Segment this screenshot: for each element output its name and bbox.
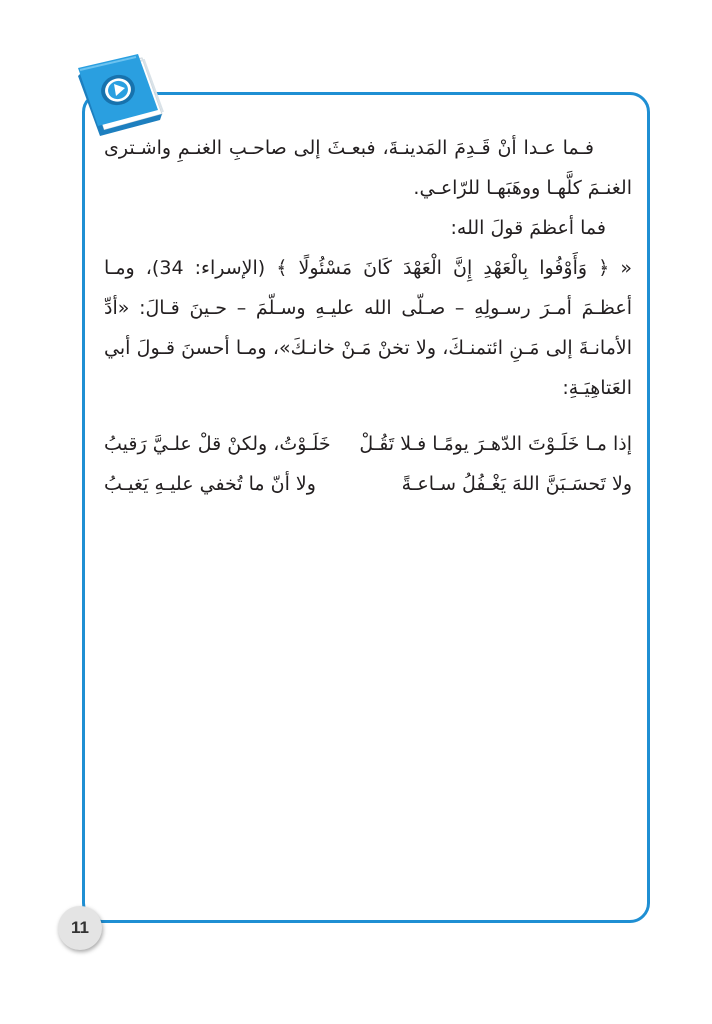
poem-line [104, 424, 632, 464]
article-body [104, 128, 632, 504]
poem-hemistich: ولا أنّ ما تُخفي عليـهِ يَغيـبُ [104, 473, 316, 495]
poem [104, 424, 632, 504]
poem-hemistich: ولا تَحسَـبَنَّ اللهَ يَغْـفُلُ سـاعـةً [401, 473, 632, 495]
poem-line [104, 464, 632, 504]
paragraph-story: فـما عـدا أنْ قَـدِمَ المَدينـةَ، فبعـثَ إلى صاحـبِ الغنـمِ واشـترى الغنـمَ كلَّهـا ووهَبَهـا للرّاعـي. [104, 137, 632, 199]
paragraph-intro: فما أعظمَ قولَ الله: [450, 217, 606, 239]
poem-hemistich: إذا مـا خَلَـوْتَ الدّهـرَ يومًـا فـلا تَقُـلْ [359, 433, 632, 455]
page-number: 11 [58, 906, 102, 950]
poem-hemistich: خَلَـوْتُ، ولكنْ قلْ علـيَّ رَقيبُ [104, 433, 331, 455]
paragraph-quotes: « ﴿ وَأَوْفُوا بِالْعَهْدِ إِنَّ الْعَهْدَ كَانَ مَسْئُولًا ﴾ (الإسراء: 34)، ومـا أعظـمَ أمـرَ رسـولِهِ – صـلّى الله عليـهِ وسـلّمَ – حـينَ قـالَ: «أدِّ الأمانـةَ إلى مَـنِ ائتمنـكَ، ولا تخنْ مَـنْ خانـكَ»، ومـا أحسنَ قـولَ أبي العَتاهِيَـةِ: [104, 257, 632, 399]
